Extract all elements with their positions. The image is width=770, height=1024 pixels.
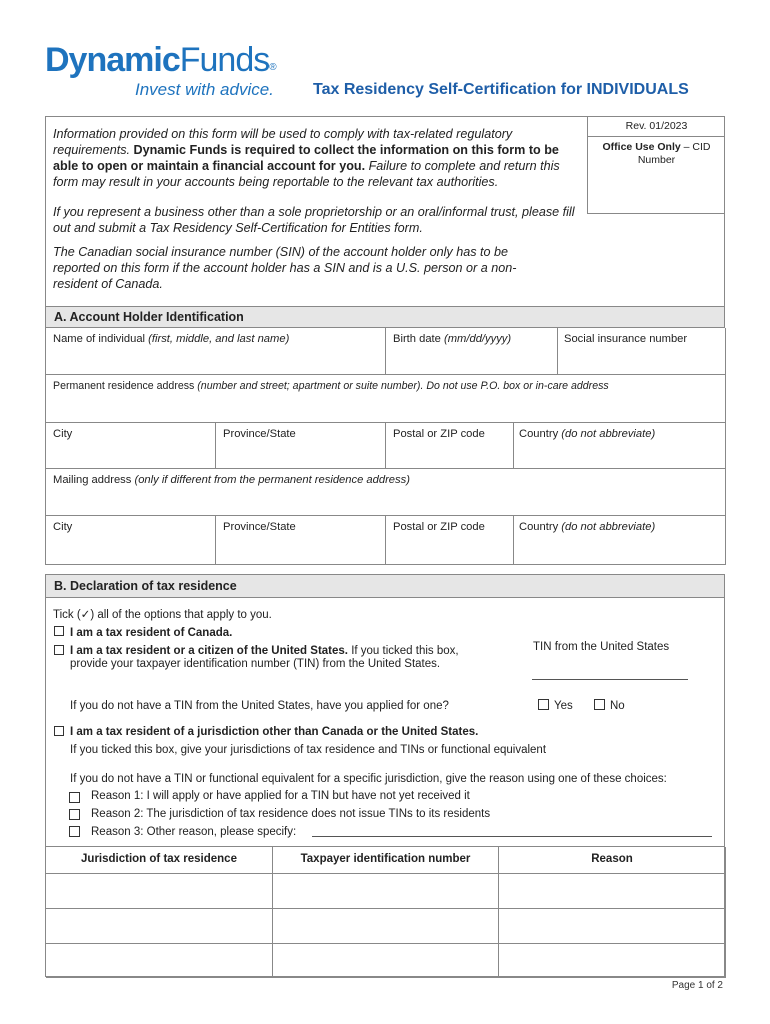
reason-3-input-line[interactable]: [312, 836, 712, 837]
us-resident-instructions: provide your taxpayer identification number (TIN) from the United States.: [70, 658, 441, 670]
province-field[interactable]: Province/State: [216, 423, 386, 469]
table-cell-jurisdiction-2[interactable]: [46, 909, 273, 944]
office-use-box: [587, 116, 725, 214]
table-cell-reason-1[interactable]: [499, 874, 726, 909]
dynamic-funds-logo: DynamicFunds®: [45, 41, 276, 79]
table-cell-reason-2[interactable]: [499, 909, 726, 944]
postal-code-field[interactable]: Postal or ZIP code: [386, 423, 514, 469]
reason-2-checkbox[interactable]: [69, 809, 80, 820]
canada-resident-checkbox[interactable]: [54, 626, 64, 636]
reason-1-checkbox[interactable]: [69, 792, 80, 803]
applied-yes-label: Yes: [554, 700, 573, 712]
applied-yes-checkbox[interactable]: [538, 699, 549, 710]
applied-tin-question: If you do not have a TIN from the United States, have you applied for one?: [70, 700, 449, 712]
applied-no-label: No: [610, 700, 625, 712]
us-resident-checkbox[interactable]: [54, 645, 64, 655]
us-tin-input-line[interactable]: [532, 679, 688, 680]
other-jurisdiction-note: If you ticked this box, give your jurisdictions of tax residence and TINs or functional equivalent: [70, 744, 547, 756]
reason-3-checkbox[interactable]: [69, 826, 80, 837]
table-header-jurisdiction: Jurisdiction of tax residence: [46, 847, 273, 874]
mailing-country-field[interactable]: Country (do not abbreviate): [514, 516, 726, 565]
table-header-reason: Reason: [499, 847, 726, 874]
us-resident-label: I am a tax resident or a citizen of the United States. If you ticked this box,: [70, 645, 459, 657]
permanent-address-field[interactable]: Permanent residence address (number and street; apartment or suite number). Do not use P.O. box or in-care address: [46, 375, 726, 423]
table-cell-tin-2[interactable]: [273, 909, 499, 944]
sin-field[interactable]: Social insurance number: [558, 328, 726, 375]
table-cell-tin-1[interactable]: [273, 874, 499, 909]
mailing-city-field[interactable]: City: [46, 516, 216, 565]
reason-2-label: Reason 2: The jurisdiction of tax residence does not issue TINs to its residents: [91, 808, 491, 820]
intro-text: Information provided on this form will be used to comply with tax-related regulatory requirements. Dynamic Funds is required to collect the information on this form to be able to open or maintain a financial account for you. Failure to complete and return this form may result in your accounts being reportable to the relevant tax authorities. If you represent a business other than a sole proprietorship or an oral/informal trust, please fill out and submit a Tax Residency Self-Certification for Entities form. The Canadian social insurance number (SIN) of the account holder only has to be reported on this form if the account holder has a SIN and is a U.S. person or a non-resident of Canada.: [53, 127, 575, 291]
applied-no-checkbox[interactable]: [594, 699, 605, 710]
jurisdiction-table: [45, 846, 725, 977]
canada-resident-label: I am a tax resident of Canada.: [70, 627, 233, 639]
section-a-grid: [45, 328, 725, 565]
tick-instructions: Tick (✓) all of the options that apply to you.: [53, 609, 272, 621]
mailing-province-field[interactable]: Province/State: [216, 516, 386, 565]
reason-instructions: If you do not have a TIN or functional equivalent for a specific jurisdiction, give the reason using one of these choices:: [70, 773, 667, 785]
birth-date-field[interactable]: Birth date (mm/dd/yyyy): [386, 328, 558, 375]
table-header-tin: Taxpayer identification number: [273, 847, 499, 874]
country-field[interactable]: Country (do not abbreviate): [514, 423, 726, 469]
mailing-postal-code-field[interactable]: Postal or ZIP code: [386, 516, 514, 565]
section-a-heading: A. Account Holder Identification: [45, 306, 725, 328]
section-b-heading: B. Declaration of tax residence: [45, 574, 725, 598]
office-use-label: Office Use Only – CID Number: [602, 141, 711, 166]
reason-3-label: Reason 3: Other reason, please specify:: [91, 826, 297, 838]
logo-tagline: Invest with advice.: [135, 80, 274, 99]
reason-1-label: Reason 1: I will apply or have applied for a TIN but have not yet received it: [91, 790, 470, 802]
form-title: Tax Residency Self-Certification for INDIVIDUALS: [313, 81, 689, 98]
page-number: Page 1 of 2: [671, 980, 723, 991]
table-cell-jurisdiction-3[interactable]: [46, 944, 273, 978]
name-field[interactable]: Name of individual (first, middle, and last name): [46, 328, 386, 375]
table-cell-jurisdiction-1[interactable]: [46, 874, 273, 909]
table-cell-reason-3[interactable]: [499, 944, 726, 978]
mailing-address-field[interactable]: Mailing address (only if different from the permanent residence address): [46, 469, 726, 516]
other-jurisdiction-label: I am a tax resident of a jurisdiction other than Canada or the United States.: [70, 726, 479, 738]
us-tin-label: TIN from the United States: [533, 641, 670, 653]
city-field[interactable]: City: [46, 423, 216, 469]
revision-label: Rev. 01/2023: [588, 116, 725, 137]
other-jurisdiction-checkbox[interactable]: [54, 726, 64, 736]
table-cell-tin-3[interactable]: [273, 944, 499, 978]
